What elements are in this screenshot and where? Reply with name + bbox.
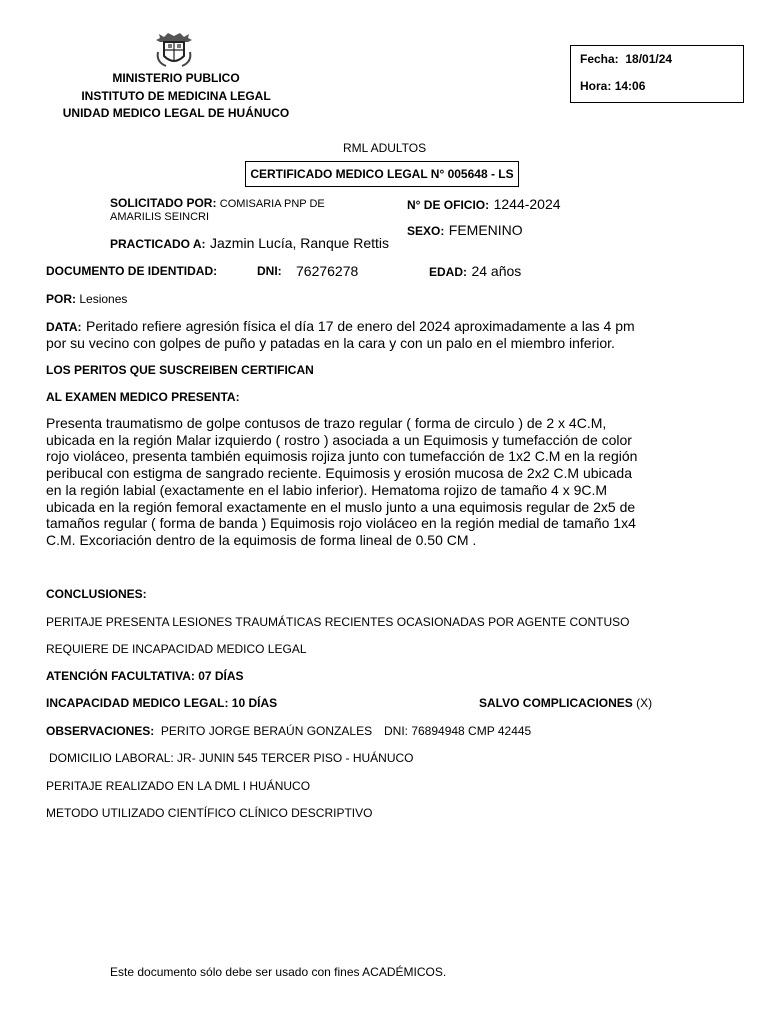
unit-name: UNIDAD MEDICO LEGAL DE HUÁNUCO [62,106,290,120]
domicilio-laboral: DOMICILIO LABORAL: JR- JUNIN 545 TERCER PISO - HUÁNUCO [49,751,414,765]
solicitado-row [110,196,325,210]
metodo-utilizado: METODO UTILIZADO CIENTÍFICO CLÍNICO DESCRIPTIVO [46,806,373,820]
exam-line: tamaños regular ( forma de banda ) Equimosis rojo violáceo en la región medial de tamaño 1x4 [46,515,636,532]
institute-name: INSTITUTO DE MEDICINA LEGAL [81,89,271,103]
date-label: Fecha: [580,52,619,66]
date-value: 18/01/24 [625,52,673,66]
time-value: 14:06 [614,79,646,93]
certificate-title: CERTIFICADO MEDICO LEGAL N° 005648 - LS [245,161,519,187]
exam-line: Presenta traumatismo de golpe contusos de trazo regular ( forma de circulo ) de 2 x 4C.M, [46,415,607,431]
exam-line: C.M. Excoriación dentro de la equimosis de forma lineal de 0.50 CM . [46,531,477,548]
coat-of-arms-emblem [154,30,194,70]
por-row [46,292,127,306]
exam-paragraph [46,415,666,549]
salvo-complicaciones [479,696,652,710]
data-text-2: por su vecino con golpes de puño y patadas en la cara y con un palo en el miembro inferior. [46,335,615,351]
solicitado-label: SOLICITADO POR: [110,196,217,210]
por-label: POR: [46,292,76,306]
oficio-row [407,196,561,214]
perito-dni-cmp: DNI: 76894948 CMP 42445 [384,724,532,738]
practicado-value: Jazmin Lucía, Ranque Rettis [210,235,389,251]
exam-line: rojo violáceo, presenta también equimosis rojiza junto con tumefacción de 1x2 C.M en la región [46,448,638,465]
atencion-facultativa: ATENCIÓN FACULTATIVA: 07 DÍAS [46,669,244,683]
data-line-1 [46,318,635,336]
salvo-value: (X) [636,696,653,710]
rml-label: RML ADULTOS [343,141,427,155]
peritos-heading: LOS PERITOS QUE SUSCREIBEN CERTIFICAN [46,363,314,377]
practicado-row [110,235,389,253]
edad-label: EDAD: [429,265,467,279]
salvo-label: SALVO COMPLICACIONES [479,696,633,710]
solicitado-value-1: COMISARIA PNP DE [219,198,325,210]
sexo-row [407,222,523,240]
dni-value: 76276278 [296,263,359,279]
exam-line: ubicada en la región Malar izquierdo ( rostro ) asociada a un Equimosis y tumefacción de color [46,431,632,448]
conclusion-line-1: PERITAJE PRESENTA LESIONES TRAUMÁTICAS RECIENTES OCASIONADAS POR AGENTE CONTUSO [46,615,630,629]
exam-line: peribucal con estigma de sangrado reciente. Equimosis y erosión mucosa de 2x2 C.M ubicada [46,465,632,482]
dni-label: DNI: [257,264,282,278]
time-label: Hora: [580,79,612,93]
por-value: Lesiones [79,292,128,306]
edad-row [429,263,521,281]
date-line [580,52,672,66]
oficio-label: N° DE OFICIO: [407,198,490,212]
date-time-box [570,45,744,103]
data-label: DATA: [46,320,82,334]
incapacidad-medico-legal: INCAPACIDAD MEDICO LEGAL: 10 DÍAS [46,696,278,710]
ministry-name: MINISTERIO PUBLICO [112,71,240,85]
perito-name: PERITO JORGE BERAÚN GONZALES [160,724,373,738]
sexo-value: FEMENINO [448,222,523,238]
time-line [580,79,645,93]
sexo-label: SEXO: [407,224,445,238]
solicitado-value-2: AMARILIS SEINCRI [110,211,210,223]
conclusions-heading: CONCLUSIONES: [46,587,147,601]
doc-label: DOCUMENTO DE IDENTIDAD: [46,264,218,278]
exam-line: ubicada en la región femoral exactamente en el muslo junto a una equimosis regular de 2x5 de [46,498,636,515]
edad-value: 24 años [471,263,522,279]
oficio-value: 1244-2024 [493,196,561,212]
observations-label: OBSERVACIONES: [46,724,155,738]
exam-heading: AL EXAMEN MEDICO PRESENTA: [46,390,240,404]
peritaje-realizado: PERITAJE REALIZADO EN LA DML I HUÁNUCO [46,779,311,793]
data-text-1: Peritado refiere agresión física el día 17 de enero del 2024 aproximadamente a las 4 pm [86,318,635,334]
practicado-label: PRACTICADO A: [110,237,206,251]
exam-line: en la región labial (exactamente en el labio inferior). Hematoma rojizo de tamaño 4 x 9C.M [46,481,608,498]
conclusion-line-2: REQUIERE DE INCAPACIDAD MEDICO LEGAL [46,642,307,656]
footer-disclaimer: Este documento sólo debe ser usado con fines ACADÉMICOS. [110,965,447,979]
observations-row [46,724,372,738]
